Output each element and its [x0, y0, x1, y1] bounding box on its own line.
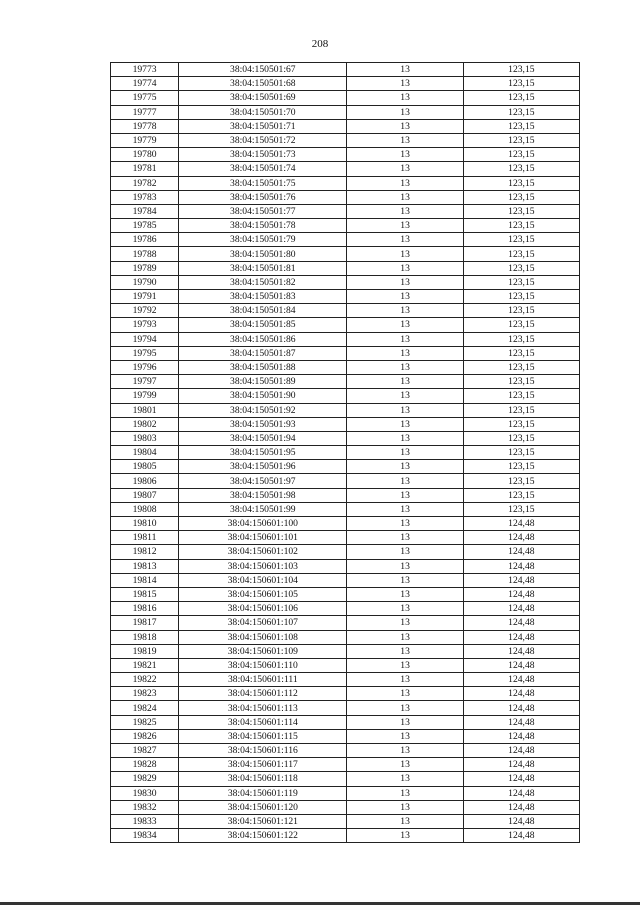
table-row	[111, 233, 580, 247]
cadastral-number-cell: 38:04:150601:103	[179, 559, 347, 573]
quantity-cell: 13	[347, 602, 463, 616]
table-row	[111, 219, 580, 233]
value-cell: 124,48	[463, 829, 579, 843]
value-cell: 124,48	[463, 630, 579, 644]
row-number-cell: 19803	[111, 431, 179, 445]
page-number: 208	[311, 38, 329, 50]
quantity-cell: 13	[347, 346, 463, 360]
table-row	[111, 729, 580, 743]
table-row	[111, 105, 580, 119]
quantity-cell: 13	[347, 630, 463, 644]
value-cell: 123,15	[463, 304, 579, 318]
table-row	[111, 715, 580, 729]
value-cell: 124,48	[463, 814, 579, 828]
row-number-cell: 19816	[111, 602, 179, 616]
table-row	[111, 602, 580, 616]
table-row	[111, 304, 580, 318]
cadastral-number-cell: 38:04:150501:78	[179, 219, 347, 233]
table-row	[111, 829, 580, 843]
table-row	[111, 63, 580, 77]
row-number-cell: 19802	[111, 417, 179, 431]
value-cell: 123,15	[463, 233, 579, 247]
row-number-cell: 19810	[111, 517, 179, 531]
table-row	[111, 658, 580, 672]
cadastral-number-cell: 38:04:150501:72	[179, 133, 347, 147]
cadastral-number-cell: 38:04:150501:80	[179, 247, 347, 261]
quantity-cell: 13	[347, 119, 463, 133]
row-number-cell: 19790	[111, 275, 179, 289]
cadastral-number-cell: 38:04:150601:121	[179, 814, 347, 828]
cadastral-number-cell: 38:04:150601:115	[179, 729, 347, 743]
value-cell: 124,48	[463, 800, 579, 814]
row-number-cell: 19807	[111, 488, 179, 502]
value-cell: 123,15	[463, 275, 579, 289]
cadastral-number-cell: 38:04:150601:116	[179, 744, 347, 758]
quantity-cell: 13	[347, 148, 463, 162]
quantity-cell: 13	[347, 431, 463, 445]
value-cell: 124,48	[463, 687, 579, 701]
cadastral-number-cell: 38:04:150501:68	[179, 77, 347, 91]
value-cell: 124,48	[463, 715, 579, 729]
row-number-cell: 19774	[111, 77, 179, 91]
value-cell: 123,15	[463, 63, 579, 77]
cadastral-number-cell: 38:04:150601:102	[179, 545, 347, 559]
table-row	[111, 162, 580, 176]
value-cell: 124,48	[463, 644, 579, 658]
cadastral-number-cell: 38:04:150601:108	[179, 630, 347, 644]
value-cell: 124,48	[463, 517, 579, 531]
row-number-cell: 19779	[111, 133, 179, 147]
table-row	[111, 176, 580, 190]
value-cell: 124,48	[463, 573, 579, 587]
table-row	[111, 119, 580, 133]
cadastral-number-cell: 38:04:150501:74	[179, 162, 347, 176]
row-number-cell: 19778	[111, 119, 179, 133]
quantity-cell: 13	[347, 91, 463, 105]
quantity-cell: 13	[347, 573, 463, 587]
quantity-cell: 13	[347, 332, 463, 346]
value-cell: 123,15	[463, 460, 579, 474]
value-cell: 123,15	[463, 403, 579, 417]
cadastral-number-cell: 38:04:150501:94	[179, 431, 347, 445]
value-cell: 123,15	[463, 417, 579, 431]
table-row	[111, 318, 580, 332]
table-row	[111, 545, 580, 559]
table-row	[111, 573, 580, 587]
cadastral-number-cell: 38:04:150501:93	[179, 417, 347, 431]
row-number-cell: 19775	[111, 91, 179, 105]
table-row	[111, 744, 580, 758]
value-cell: 124,48	[463, 658, 579, 672]
quantity-cell: 13	[347, 729, 463, 743]
cadastral-number-cell: 38:04:150501:84	[179, 304, 347, 318]
table-row	[111, 204, 580, 218]
table-row	[111, 673, 580, 687]
value-cell: 124,48	[463, 744, 579, 758]
quantity-cell: 13	[347, 460, 463, 474]
quantity-cell: 13	[347, 715, 463, 729]
row-number-cell: 19812	[111, 545, 179, 559]
value-cell: 123,15	[463, 318, 579, 332]
value-cell: 123,15	[463, 502, 579, 516]
row-number-cell: 19804	[111, 446, 179, 460]
cadastral-number-cell: 38:04:150501:70	[179, 105, 347, 119]
value-cell: 123,15	[463, 119, 579, 133]
value-cell: 123,15	[463, 488, 579, 502]
table-row	[111, 375, 580, 389]
table-row	[111, 417, 580, 431]
quantity-cell: 13	[347, 162, 463, 176]
row-number-cell: 19813	[111, 559, 179, 573]
row-number-cell: 19832	[111, 800, 179, 814]
table-row	[111, 772, 580, 786]
cadastral-number-cell: 38:04:150601:107	[179, 616, 347, 630]
table-row	[111, 460, 580, 474]
cadastral-number-cell: 38:04:150501:82	[179, 275, 347, 289]
table-row	[111, 446, 580, 460]
row-number-cell: 19780	[111, 148, 179, 162]
value-cell: 124,48	[463, 673, 579, 687]
row-number-cell: 19808	[111, 502, 179, 516]
quantity-cell: 13	[347, 133, 463, 147]
cadastral-number-cell: 38:04:150501:67	[179, 63, 347, 77]
value-cell: 124,48	[463, 587, 579, 601]
value-cell: 124,48	[463, 531, 579, 545]
cadastral-number-cell: 38:04:150501:86	[179, 332, 347, 346]
quantity-cell: 13	[347, 304, 463, 318]
cadastral-number-cell: 38:04:150601:119	[179, 786, 347, 800]
value-cell: 123,15	[463, 474, 579, 488]
table-row	[111, 800, 580, 814]
value-cell: 123,15	[463, 204, 579, 218]
cadastral-number-cell: 38:04:150501:87	[179, 346, 347, 360]
cadastral-number-cell: 38:04:150601:100	[179, 517, 347, 531]
cadastral-number-cell: 38:04:150501:77	[179, 204, 347, 218]
value-cell: 123,15	[463, 389, 579, 403]
table-row	[111, 630, 580, 644]
row-number-cell: 19781	[111, 162, 179, 176]
quantity-cell: 13	[347, 673, 463, 687]
cadastral-number-cell: 38:04:150501:89	[179, 375, 347, 389]
row-number-cell: 19796	[111, 360, 179, 374]
row-number-cell: 19785	[111, 219, 179, 233]
quantity-cell: 13	[347, 531, 463, 545]
value-cell: 124,48	[463, 729, 579, 743]
quantity-cell: 13	[347, 800, 463, 814]
quantity-cell: 13	[347, 758, 463, 772]
value-cell: 123,15	[463, 162, 579, 176]
quantity-cell: 13	[347, 517, 463, 531]
quantity-cell: 13	[347, 389, 463, 403]
row-number-cell: 19818	[111, 630, 179, 644]
table-row	[111, 488, 580, 502]
row-number-cell: 19801	[111, 403, 179, 417]
value-cell: 123,15	[463, 77, 579, 91]
cadastral-number-cell: 38:04:150601:111	[179, 673, 347, 687]
value-cell: 123,15	[463, 360, 579, 374]
cadastral-number-cell: 38:04:150601:113	[179, 701, 347, 715]
cadastral-number-cell: 38:04:150501:73	[179, 148, 347, 162]
row-number-cell: 19783	[111, 190, 179, 204]
cadastral-number-cell: 38:04:150501:81	[179, 261, 347, 275]
quantity-cell: 13	[347, 701, 463, 715]
quantity-cell: 13	[347, 403, 463, 417]
row-number-cell: 19821	[111, 658, 179, 672]
row-number-cell: 19784	[111, 204, 179, 218]
quantity-cell: 13	[347, 474, 463, 488]
cadastral-number-cell: 38:04:150601:101	[179, 531, 347, 545]
quantity-cell: 13	[347, 63, 463, 77]
table-row	[111, 389, 580, 403]
cadastral-number-cell: 38:04:150501:92	[179, 403, 347, 417]
row-number-cell: 19824	[111, 701, 179, 715]
table-row	[111, 332, 580, 346]
table-row	[111, 559, 580, 573]
cadastral-number-cell: 38:04:150501:79	[179, 233, 347, 247]
row-number-cell: 19799	[111, 389, 179, 403]
cadastral-number-cell: 38:04:150501:76	[179, 190, 347, 204]
cadastral-number-cell: 38:04:150501:96	[179, 460, 347, 474]
cadastral-number-cell: 38:04:150601:122	[179, 829, 347, 843]
table-row	[111, 247, 580, 261]
row-number-cell: 19815	[111, 587, 179, 601]
quantity-cell: 13	[347, 275, 463, 289]
table-row	[111, 346, 580, 360]
value-cell: 123,15	[463, 431, 579, 445]
quantity-cell: 13	[347, 744, 463, 758]
row-number-cell: 19817	[111, 616, 179, 630]
quantity-cell: 13	[347, 687, 463, 701]
cadastral-number-cell: 38:04:150601:110	[179, 658, 347, 672]
row-number-cell: 19797	[111, 375, 179, 389]
cadastral-number-cell: 38:04:150601:117	[179, 758, 347, 772]
value-cell: 124,48	[463, 616, 579, 630]
quantity-cell: 13	[347, 829, 463, 843]
quantity-cell: 13	[347, 814, 463, 828]
row-number-cell: 19806	[111, 474, 179, 488]
row-number-cell: 19791	[111, 290, 179, 304]
table-row	[111, 360, 580, 374]
table-row	[111, 77, 580, 91]
cadastral-number-cell: 38:04:150601:114	[179, 715, 347, 729]
row-number-cell: 19795	[111, 346, 179, 360]
value-cell: 124,48	[463, 701, 579, 715]
value-cell: 123,15	[463, 219, 579, 233]
value-cell: 123,15	[463, 446, 579, 460]
row-number-cell: 19788	[111, 247, 179, 261]
value-cell: 124,48	[463, 602, 579, 616]
value-cell: 124,48	[463, 545, 579, 559]
cadastral-number-cell: 38:04:150501:71	[179, 119, 347, 133]
quantity-cell: 13	[347, 290, 463, 304]
table-row	[111, 275, 580, 289]
row-number-cell: 19805	[111, 460, 179, 474]
value-cell: 123,15	[463, 332, 579, 346]
quantity-cell: 13	[347, 658, 463, 672]
cadastral-number-cell: 38:04:150601:104	[179, 573, 347, 587]
value-cell: 123,15	[463, 190, 579, 204]
cadastral-number-cell: 38:04:150501:99	[179, 502, 347, 516]
row-number-cell: 19834	[111, 829, 179, 843]
row-number-cell: 19826	[111, 729, 179, 743]
quantity-cell: 13	[347, 261, 463, 275]
row-number-cell: 19830	[111, 786, 179, 800]
row-number-cell: 19794	[111, 332, 179, 346]
row-number-cell: 19773	[111, 63, 179, 77]
value-cell: 123,15	[463, 346, 579, 360]
table-row	[111, 474, 580, 488]
row-number-cell: 19811	[111, 531, 179, 545]
cadastral-number-cell: 38:04:150601:112	[179, 687, 347, 701]
cadastral-number-cell: 38:04:150501:85	[179, 318, 347, 332]
row-number-cell: 19786	[111, 233, 179, 247]
value-cell: 123,15	[463, 91, 579, 105]
quantity-cell: 13	[347, 176, 463, 190]
value-cell: 123,15	[463, 247, 579, 261]
value-cell: 124,48	[463, 758, 579, 772]
row-number-cell: 19814	[111, 573, 179, 587]
quantity-cell: 13	[347, 446, 463, 460]
table-row	[111, 261, 580, 275]
cadastral-number-cell: 38:04:150501:69	[179, 91, 347, 105]
table-row	[111, 701, 580, 715]
row-number-cell: 19822	[111, 673, 179, 687]
row-number-cell: 19833	[111, 814, 179, 828]
row-number-cell: 19823	[111, 687, 179, 701]
table-row	[111, 814, 580, 828]
table-row	[111, 687, 580, 701]
value-cell: 124,48	[463, 559, 579, 573]
table-row	[111, 531, 580, 545]
row-number-cell: 19777	[111, 105, 179, 119]
row-number-cell: 19828	[111, 758, 179, 772]
quantity-cell: 13	[347, 77, 463, 91]
table-row	[111, 758, 580, 772]
quantity-cell: 13	[347, 786, 463, 800]
table-row	[111, 502, 580, 516]
quantity-cell: 13	[347, 247, 463, 261]
cadastral-number-cell: 38:04:150501:97	[179, 474, 347, 488]
cadastral-number-cell: 38:04:150501:90	[179, 389, 347, 403]
value-cell: 123,15	[463, 133, 579, 147]
value-cell: 123,15	[463, 176, 579, 190]
quantity-cell: 13	[347, 488, 463, 502]
value-cell: 123,15	[463, 105, 579, 119]
quantity-cell: 13	[347, 644, 463, 658]
table-row	[111, 190, 580, 204]
cadastral-number-cell: 38:04:150601:109	[179, 644, 347, 658]
row-number-cell: 19829	[111, 772, 179, 786]
quantity-cell: 13	[347, 190, 463, 204]
table-row	[111, 431, 580, 445]
value-cell: 124,48	[463, 786, 579, 800]
cadastral-number-cell: 38:04:150501:83	[179, 290, 347, 304]
quantity-cell: 13	[347, 502, 463, 516]
table-row	[111, 786, 580, 800]
quantity-cell: 13	[347, 318, 463, 332]
table-body	[111, 63, 580, 843]
table-row	[111, 403, 580, 417]
quantity-cell: 13	[347, 545, 463, 559]
value-cell: 123,15	[463, 290, 579, 304]
quantity-cell: 13	[347, 417, 463, 431]
row-number-cell: 19782	[111, 176, 179, 190]
cadastral-number-cell: 38:04:150501:88	[179, 360, 347, 374]
row-number-cell: 19825	[111, 715, 179, 729]
quantity-cell: 13	[347, 616, 463, 630]
cadastral-number-cell: 38:04:150601:118	[179, 772, 347, 786]
table-row	[111, 133, 580, 147]
quantity-cell: 13	[347, 559, 463, 573]
cadastral-number-cell: 38:04:150601:106	[179, 602, 347, 616]
table-row	[111, 91, 580, 105]
row-number-cell: 19819	[111, 644, 179, 658]
table-row	[111, 290, 580, 304]
quantity-cell: 13	[347, 587, 463, 601]
cadastral-number-cell: 38:04:150601:105	[179, 587, 347, 601]
row-number-cell: 19827	[111, 744, 179, 758]
table-row	[111, 644, 580, 658]
quantity-cell: 13	[347, 360, 463, 374]
cadastral-number-cell: 38:04:150601:120	[179, 800, 347, 814]
quantity-cell: 13	[347, 772, 463, 786]
quantity-cell: 13	[347, 105, 463, 119]
table-row	[111, 616, 580, 630]
cadastral-number-cell: 38:04:150501:95	[179, 446, 347, 460]
quantity-cell: 13	[347, 204, 463, 218]
quantity-cell: 13	[347, 233, 463, 247]
table-row	[111, 587, 580, 601]
row-number-cell: 19789	[111, 261, 179, 275]
quantity-cell: 13	[347, 375, 463, 389]
row-number-cell: 19792	[111, 304, 179, 318]
table-row	[111, 148, 580, 162]
value-cell: 124,48	[463, 772, 579, 786]
value-cell: 123,15	[463, 261, 579, 275]
cadastral-number-cell: 38:04:150501:98	[179, 488, 347, 502]
value-cell: 123,15	[463, 148, 579, 162]
cadastral-number-cell: 38:04:150501:75	[179, 176, 347, 190]
table-row	[111, 517, 580, 531]
parcel-table	[110, 62, 580, 843]
value-cell: 123,15	[463, 375, 579, 389]
row-number-cell: 19793	[111, 318, 179, 332]
quantity-cell: 13	[347, 219, 463, 233]
